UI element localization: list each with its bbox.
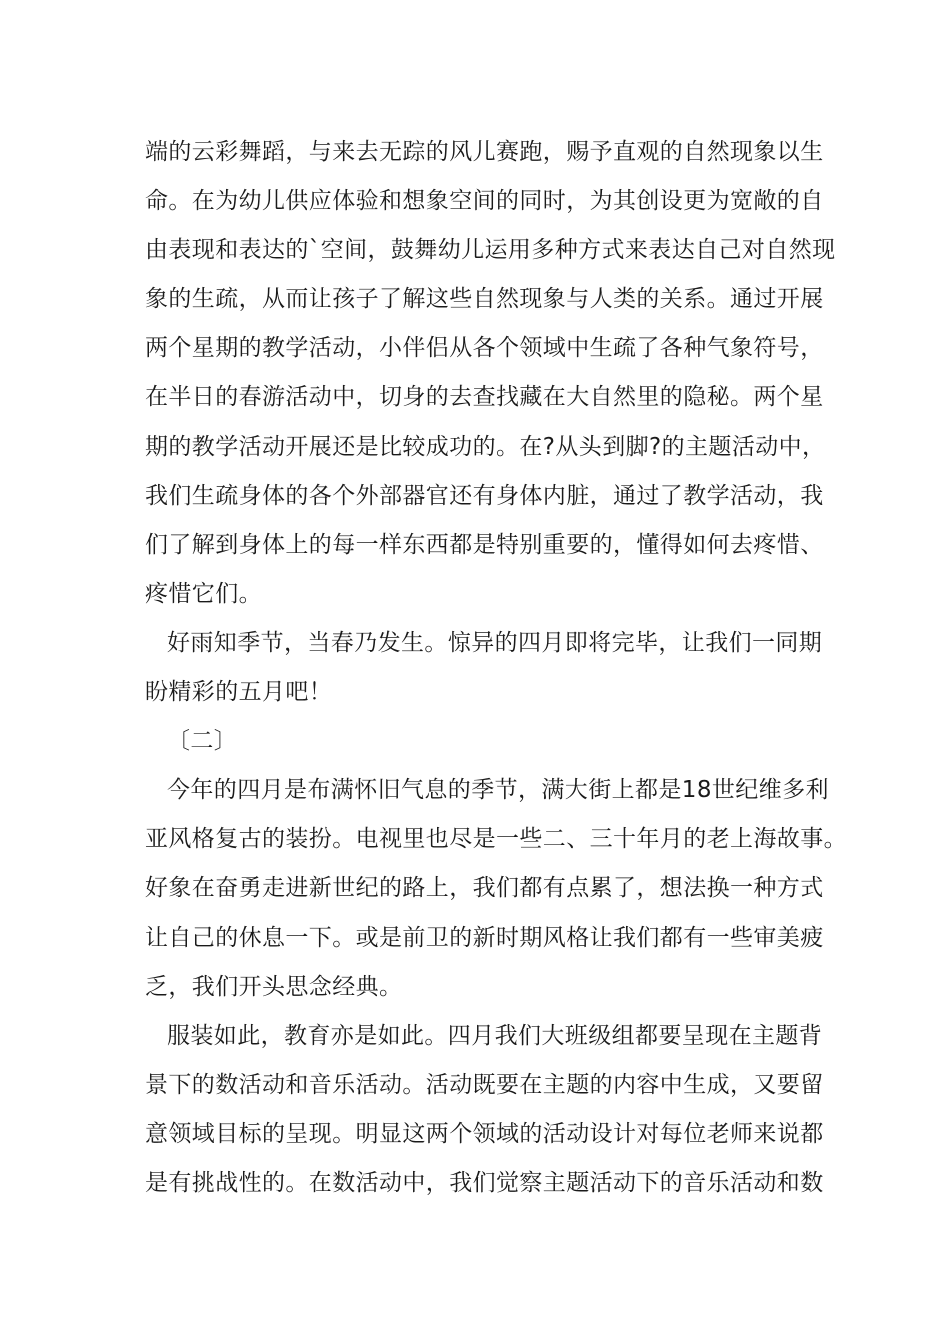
text-line: 意领域目标的呈现。明显这两个领域的活动设计对每位老师来说都 xyxy=(145,1120,824,1147)
text-line: 象的生疏，从而让孩子了解这些自然现象与人类的关系。通过开展 xyxy=(145,286,824,313)
text-line: 景下的数活动和音乐活动。活动既要在主题的内容中生成，又要留 xyxy=(145,1071,824,1098)
text-line: 两个星期的教学活动，小伴侣从各个领域中生疏了各种气象符号， xyxy=(145,335,824,362)
text-line: 疼惜它们。 xyxy=(145,580,262,607)
text-line: 亚风格复古的装扮。电视里也尽是一些二、三十年月的老上海故事。 xyxy=(145,826,847,853)
body-text xyxy=(145,128,847,1208)
text-line: 我们生疏身体的各个外部器官还有身体内脏，通过了教学活动，我 xyxy=(145,482,824,509)
text-line: 端的云彩舞蹈，与来去无踪的风儿赛跑，赐予直观的自然现象以生 xyxy=(145,139,824,165)
text-line: 今年的四月是布满怀旧气息的季节，满大街上都是18世纪维多利 xyxy=(167,777,829,804)
text-line: 命。在为幼儿供应体验和想象空间的同时，为其创设更为宽敞的自 xyxy=(145,188,824,215)
text-line: 在半日的春游活动中，切身的去查找藏在大自然里的隐秘。两个星 xyxy=(145,384,824,411)
text-line: 们了解到身体上的每一样东西都是特别重要的，懂得如何去疼惜、 xyxy=(145,531,824,558)
text-line: 乏，我们开头思念经典。 xyxy=(145,973,403,1000)
text-line: 好雨知季节，当春乃发生。惊异的四月即将完毕，让我们一同期 xyxy=(167,629,823,656)
text-line: 是有挑战性的。在数活动中，我们觉察主题活动下的音乐活动和数 xyxy=(145,1169,824,1196)
text-line: 〔二〕 xyxy=(167,728,238,755)
text-line: 服装如此，教育亦是如此。四月我们大班级组都要呈现在主题背 xyxy=(167,1022,823,1049)
text-line: 好象在奋勇走进新世纪的路上，我们都有点累了，想法换一种方式 xyxy=(145,875,824,902)
text-line: 期的教学活动开展还是比较成功的。在?从头到脚?的主题活动中， xyxy=(145,433,826,460)
text-line: 由表现和表达的`空间，鼓舞幼儿运用多种方式来表达自己对自然现 xyxy=(145,237,836,264)
text-line: 盼精彩的五月吧！ xyxy=(145,679,333,706)
text-line: 让自己的休息一下。或是前卫的新时期风格让我们都有一些审美疲 xyxy=(145,924,824,951)
